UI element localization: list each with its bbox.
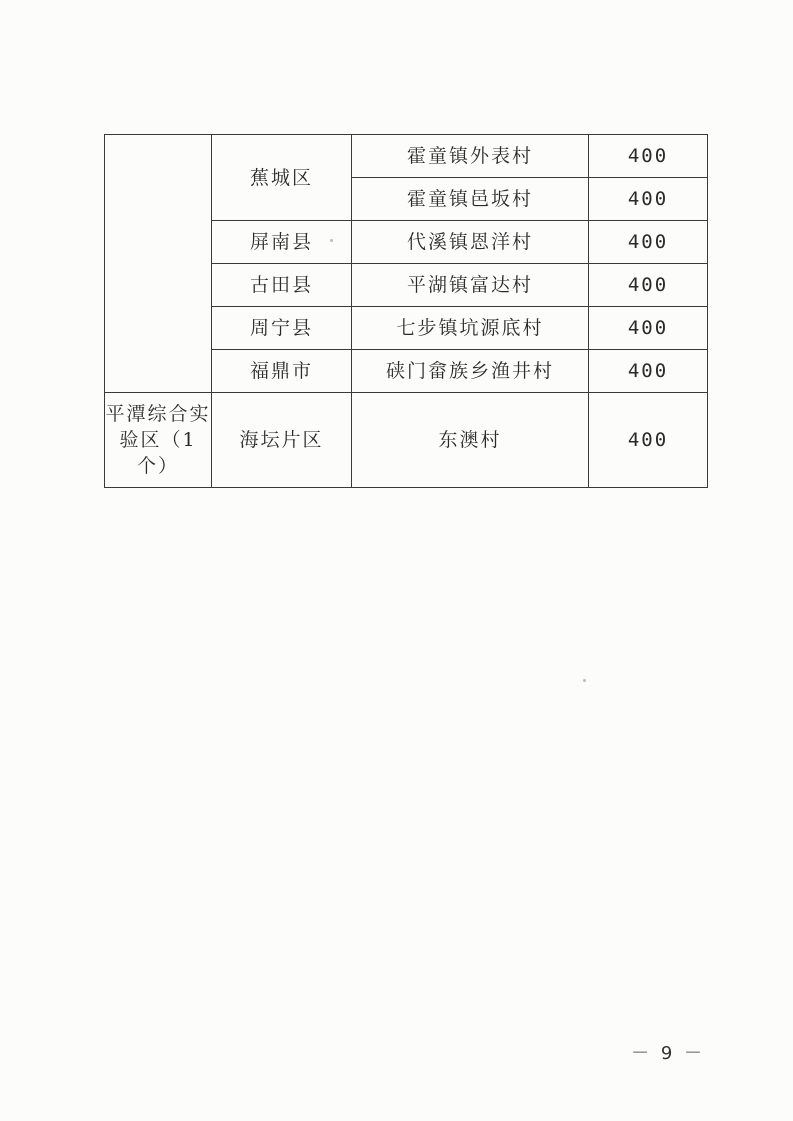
- county-cell: 屏南县: [212, 221, 352, 264]
- village-cell: 东澳村: [352, 393, 589, 488]
- region-cell-empty: [105, 135, 212, 393]
- amount-cell: 400: [589, 350, 708, 393]
- amount-cell: 400: [589, 307, 708, 350]
- amount-cell: 400: [589, 264, 708, 307]
- scan-speck: [583, 679, 586, 682]
- village-cell: 平湖镇富达村: [352, 264, 589, 307]
- amount-cell: 400: [589, 221, 708, 264]
- village-cell: 霍童镇邑坂村: [352, 178, 589, 221]
- page-number: － 9 －: [631, 1043, 705, 1064]
- scan-speck: [330, 239, 333, 242]
- county-cell: 蕉城区: [212, 135, 352, 221]
- village-cell: 霍童镇外表村: [352, 135, 589, 178]
- table-row: [105, 393, 708, 488]
- county-cell: 古田县: [212, 264, 352, 307]
- amount-cell: 400: [589, 135, 708, 178]
- region-cell: 平潭综合实验区（1个）: [105, 393, 212, 488]
- amount-cell: 400: [589, 178, 708, 221]
- table-row: [105, 135, 708, 178]
- village-cell: 七步镇坑源底村: [352, 307, 589, 350]
- village-cell: 硖门畲族乡渔井村: [352, 350, 589, 393]
- allocation-table: [104, 134, 708, 488]
- amount-cell: 400: [589, 393, 708, 488]
- county-cell: 海坛片区: [212, 393, 352, 488]
- village-cell: 代溪镇恩洋村: [352, 221, 589, 264]
- county-cell: 周宁县: [212, 307, 352, 350]
- county-cell: 福鼎市: [212, 350, 352, 393]
